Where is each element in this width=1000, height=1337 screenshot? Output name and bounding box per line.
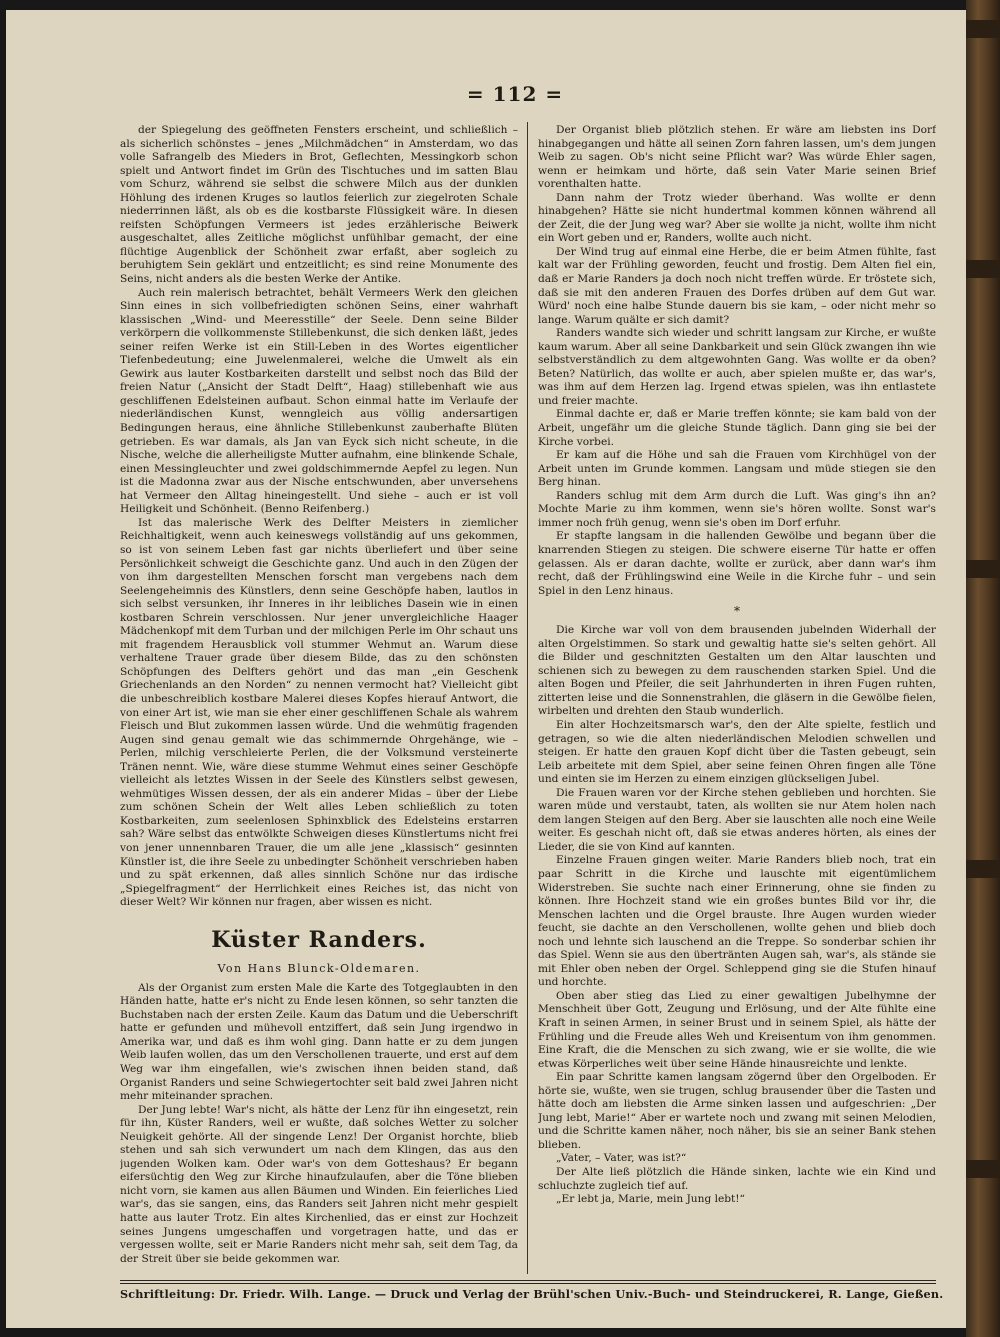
page-number: = 112 =: [466, 82, 564, 106]
story-paragraph: Oben aber stieg das Lied zu einer gewaltigen Jubelhymne der Menschheit über Gott, Zeugung und Erlösung, und der Alte fühlte eine Kraft in seinen Armen, in seiner Brust und in seinem Spiel, als hätte der Frühling und die Freude alles Weh und Kreisentum von ihm genommen. Eine Kraft, die die Menschen zu sich zwang, wie er sie wollte, die wie etwas Körperliches weit über seine Hände hinausreichte und lenkte.: [538, 989, 936, 1070]
story-paragraph: „Vater, – Vater, was ist?“: [556, 1152, 687, 1165]
footer-rule: [120, 1283, 936, 1284]
footer-imprint: Schriftleitung: Dr. Friedr. Wilh. Lange. — Druck und Verlag der Brühl'schen Univ.-Buch- und Steindruckerei, R. Lange, Gießen.: [120, 1287, 944, 1301]
story-paragraph: Die Kirche war voll von dem brausenden jubelnden Widerhall der alten Orgelstimmen. So stark und gewaltig hatte sie's selten gehört. All die Bilder und geschnitzten Gestalten um den Altar lauschten und schienen sich zu bewegen zu dem rauschenden starken Spiel. Und die alten Bogen und Pfeiler, die seit Jahrhunderten in ihren Fugen ruhten, zitterten leise und die Sonnenstrahlen, die gläsern in die Gewölbe fielen, wirbelten und drehten den Staub wunderlich.: [538, 624, 936, 718]
story-paragraph: Ein alter Hochzeitsmarsch war's, den der Alte spielte, festlich und getragen, so wie die alten niederländischen Melodien schwellen und steigen. Er hatte den grauen Kopf dicht über die Tasten gebeugt, sein Leib arbeitete mit dem Spiel, aber seine feinen Ohren fingen alle Töne und einten sie im Herzen zu einem einzigen glückseligen Jubel.: [538, 718, 936, 786]
article-paragraph: der Spiegelung des geöffneten Fensters erscheint, und schließlich – als sicherlich schönstes – jenes „Milchmädchen“ in Amsterdam, wo das volle Safrangelb des Mieders in Brot, Geflechten, Messingkorb schon spielt und Antwort findet im Grün des Tischtuches und im satten Blau vom Schurz, während sie selbst die schwere Milch aus der dunklen Höhlung des irdenen Kruges so lautlos feierlich zur ziegelroten Schale niederrinnen läßt, als ob es die kostbarste Flüssigkeit wäre. In diesen reifsten Schöpfungen Vermeers ist jedes erzählerische Beiwerk ausgeschaltet, alles Zeitliche möglichst unfühlbar gemacht, der eine flüchtige Augenblick der Schönheit zwar erfaßt, aber sogleich zu beruhigtem Sein geklärt und entzeitlicht; es sind reine Monumente des Seins, nicht anders als die besten Werke der Antike.: [120, 124, 518, 286]
right-column: [538, 124, 936, 1274]
story-paragraph: Der Jung lebte! War's nicht, als hätte der Lenz für ihn eingesetzt, rein für ihn, Küster Randers, weil er wußte, daß solches Wetter zu solcher Neuigkeit gehörte. All der singende Lenz! Der Organist horchte, blieb stehen und sah sich verwundert um nach dem Klingen, das aus den jugenden Wolken kam. Oder war's von dem Gotteshaus? Er begann eifersüchtig den Weg zur Kirche hinaufzulaufen, aber die Töne blieben nicht vorn, sie kamen aus allen Bäumen und Winden. Ein feierliches Lied war's, das sie sangen, eins, das Randers seit Jahren nicht mehr gespielt hatte aus lauter Trotz. Ein altes Kirchenlied, das er einst zur Hochzeit seines Jungens umgeschaffen und vorgetragen hatte, und das er vergessen wollte, seit er Marie Randers nicht mehr sah, seit dem Tag, da der Streit über sie beide gekommen war.: [120, 1103, 518, 1265]
story-paragraph: Der Alte ließ plötzlich die Hände sinken, lachte wie ein Kind und schluchzte zugleich tief auf.: [538, 1166, 936, 1192]
left-column: [120, 124, 518, 1274]
story-paragraph: Randers wandte sich wieder und schritt langsam zur Kirche, er wußte kaum warum. Aber all seine Dankbarkeit und sein Glück zwangen ihn wie selbstverständlich zu dem altgewohnten Gang. Was wollte er da oben? Beten? Natürlich, das wollte er auch, aber spielen mußte er, das war's, was ihm auf dem Herzen lag. Irgend etwas spielen, was ihn entlastete und freier machte.: [538, 327, 936, 407]
article-paragraph: Auch rein malerisch betrachtet, behält Vermeers Werk den gleichen Sinn eines in sich vollbefriedigten schönen Seins, einer wahrhaft klassischen „Wind- und Meeresstille“ der Seele. Denn seine Bilder verkörpern die vollkommenste Stillebenkunst, die sich denken läßt, jedes seiner reifen Werke ist ein Still-Leben in des Wortes eigentlicher Tiefenbedeutung; eine Juwelenmalerei, welche die Umwelt als ein Gewirk aus lauter Kostbarkeiten darstellt und selbst noch das Bild der freien Natur („Ansicht der Stadt Delft“, Haag) stillebenhaft wie aus geschliffenen Edelsteinen aufbaut. Schon einmal hatte im Verlaufe der niederländischen Kunst, wenngleich aus völlig andersartigen Bedingungen heraus, eine ähnliche Stillebenkunst zauberhafte Blüten getrieben. Es war damals, als Jan van Eyck sich nicht scheute, in die Nische, welche die allerheiligste Mutter aufnahm, eine blinkende Schale, einen Messingleuchter und zwei goldschimmernde Aepfel zu legen. Nun ist die Madonna zwar aus der Nische entschwunden, aber unversehens hat Vermeer den Alltag hineingestellt. Und siehe – auch er ist voll Heiligkeit und Schönheit. (Benno Reifenberg.): [120, 286, 518, 516]
footer-rule: [120, 1280, 936, 1281]
story-paragraph: Randers schlug mit dem Arm durch die Luft. Was ging's ihn an? Mochte Marie zu ihm kommen, wenn sie's hören wollte. Sonst war's immer noch früh genug, wenn sie's oben im Dorf erfuhr.: [538, 489, 936, 529]
story-paragraph: Der Wind trug auf einmal eine Herbe, die er beim Atmen fühlte, fast kalt war der Frühling geworden, feucht und frostig. Dem Alten fiel ein, daß er Marie Randers ja doch noch nicht treffen würde. Er tröstete sich, daß sie mit den anderen Frauen des Dorfes drüben auf dem Gut war. Würd' noch eine halbe Stunde dauern bis sie kam, – oder nicht mehr so lange. Warum quälte er sich damit?: [538, 245, 936, 326]
story-paragraph: Ein paar Schritte kamen langsam zögernd über den Orgelboden. Er hörte sie, wußte, wen sie trugen, schlug brausender über die Tasten und hätte doch am liebsten die Arme sinken lassen und aufgeschrien: „Der Jung lebt, Marie!“ Aber er wartete noch und zwang mit seinen Melodien, und die Schritte kamen näher, noch näher, bis sie an seiner Bank stehen blieben.: [538, 1071, 936, 1151]
story-paragraph: Er kam auf die Höhe und sah die Frauen vom Kirchhügel von der Arbeit unten im Grunde kommen. Langsam und müde stiegen sie den Berg hinan.: [538, 449, 936, 489]
story-paragraph: Einzelne Frauen gingen weiter. Marie Randers blieb noch, trat ein paar Schritt in die Kirche und lauschte mit eigentümlichem Widerstreben. Sie suchte nach einer Erinnerung, ohne sie finden zu können. Ihre Hochzeit stand wie ein großes buntes Bild vor ihr, die Menschen lachten und die Orgel brauste. Ihre Augen wurden wieder feucht, sie dachte an den Verschollenen, wollte gehen und blieb doch noch und lehnte sich lauschend an die Treppe. So sonderbar schien ihr das Spiel. Wenn sie aus den übertränten Augen sah, war's, als stände sie mit Ehler oben neben der Orgel. Schleppend ging sie die Stufen hinauf und horchte.: [538, 854, 936, 989]
article-paragraph: Ist das malerische Werk des Delfter Meisters in ziemlicher Reichhaltigkeit, wenn auch keineswegs vollständig auf uns gekommen, so ist von seinem Leben fast gar nichts überliefert und über seine Persönlichkeit schweigt die Geschichte ganz. Und auch in den Zügen der von ihm dargestellten Menschen forscht man vergebens nach dem Seelengeheimnis des Künstlers, denn seine Geschöpfe haben, lautlos in sich selbst versunken, ihr Inneres in ihr leibliches Dasein wie in einen kostbaren Schrein verschlossen. Nur jener unvergleichliche Haager Mädchenkopf mit dem Turban und der milchigen Perle im Ohr schaut uns mit fragendem Herausblick voll stummer Wehmut an. Warum diese verhaltene Trauer grade über diesem Bilde, das zu den schönsten Schöpfungen des Delfters gehört und das man „ein Geschenk Griechenlands an den Norden“ zu nennen vermocht hat? Vielleicht gibt die unbeschreiblich kostbare Malerei dieses Kopfes hierauf Antwort, die von einer Art ist, wie man sie eher einer geschliffenen Schale als wahrem Fleisch und Blut zukommen lassen würde. Und die wehmütig fragenden Augen sind genau gemalt wie das schimmernde Ohrgehänge, wie – Perlen, milchig verschleierte Perlen, die der Volksmund versteinerte Tränen nennt. Wie, wäre diese stumme Wehmut eines seiner Geschöpfe vielleicht als letztes Wissen in der Seele des Künstlers selbst gewesen, wehmütiges Wissen dessen, der als ein anderer Midas – über der Liebe zum schönen Schein der Welt alles Leben schließlich zu toten Kostbarkeiten, zum seelenlosen Sphinxblick des Edelsteins erstarren sah? Wäre selbst das entwölkte Schweigen dieses Künstlertums nicht frei von jener unnennbaren Trauer, die um alle jene „klassisch“ gesinnten Künstler ist, die ihre Seele zu unbedingter Schönheit verschrieben haben und zu spät erkennen, daß alles sinnlich Schöne nur das irdische „Spiegelfragment“ der Herrlichkeit eines Reiches ist, das nicht von dieser Welt? Wir können nur fragen, aber wissen es nicht.: [120, 516, 518, 909]
story-byline: Von Hans Blunck-Oldemaren.: [217, 961, 421, 975]
story-paragraph: Die Frauen waren vor der Kirche stehen geblieben und horchten. Sie waren müde und verstaubt, taten, als wollten sie nur Atem holen nach dem langen Steigen auf den Berg. Aber sie lauschten alle noch eine Weile weiter. Es geschah nicht oft, daß sie etwas anderes hörten, als eines der Lieder, die sie von Kind auf kannten.: [538, 786, 936, 853]
book-binding: [966, 0, 1000, 1337]
story-paragraph: Dann nahm der Trotz wieder überhand. Was wollte er denn hinabgehen? Hätte sie nicht hundertmal kommen können während all der Zeit, die der Jung weg war? Aber sie wollte ja nicht, wollte ihm nicht ein Wort geben und er, Randers, wollte auch nicht.: [538, 191, 936, 245]
story-paragraph: Als der Organist zum ersten Male die Karte des Totgeglaubten in den Händen hatte, hatte er's nicht zu Ende lesen können, so sehr tanzten die Buchstaben nach der ersten Zeile. Kaum das Datum und die Ueberschrift hatte er gefunden und mühevoll entziffert, daß sein Jung irgendwo in Amerika war, und daß es ihm wohl ging. Dann hatte er zu dem jungen Weib laufen wollen, das um den Verschollenen trauerte, und erst auf dem Weg war ihm eingefallen, wie's zwischen ihnen beiden stand, daß Organist Randers und seine Schwiegertochter seit bald zwei Jahren nicht mehr miteinander sprachen.: [120, 981, 518, 1103]
column-divider: [527, 122, 528, 1274]
story-paragraph: Einmal dachte er, daß er Marie treffen könnte; sie kam bald von der Arbeit, ungefähr um die gleiche Stunde täglich. Dann ging sie bei der Kirche vorbei.: [538, 408, 936, 448]
story-paragraph: Er stapfte langsam in die hallenden Gewölbe und begann über die knarrenden Stiegen zu steigen. Die schwere eiserne Tür hatte er offen gelassen. Als er daran dachte, wollte er zurück, aber dann war's ihm recht, daß der Frühlingswind eine Weile in die Kirche fuhr – und sein Spiel in den Lenz hinaus.: [538, 530, 936, 597]
story-paragraph: „Er lebt ja, Marie, mein Jung lebt!“: [556, 1193, 745, 1206]
story-paragraph: Der Organist blieb plötzlich stehen. Er wäre am liebsten ins Dorf hinabgegangen und hätte all seinen Zorn fahren lassen, um's dem jungen Weib zu sagen. Ob's nicht seine Pflicht war? Was würde Ehler sagen, wenn er heimkam und hörte, daß sein Vater Marie seinen Brief vorenthalten hatte.: [538, 124, 936, 191]
section-separator: *: [734, 604, 740, 619]
story-title: Küster Randers.: [211, 926, 427, 953]
